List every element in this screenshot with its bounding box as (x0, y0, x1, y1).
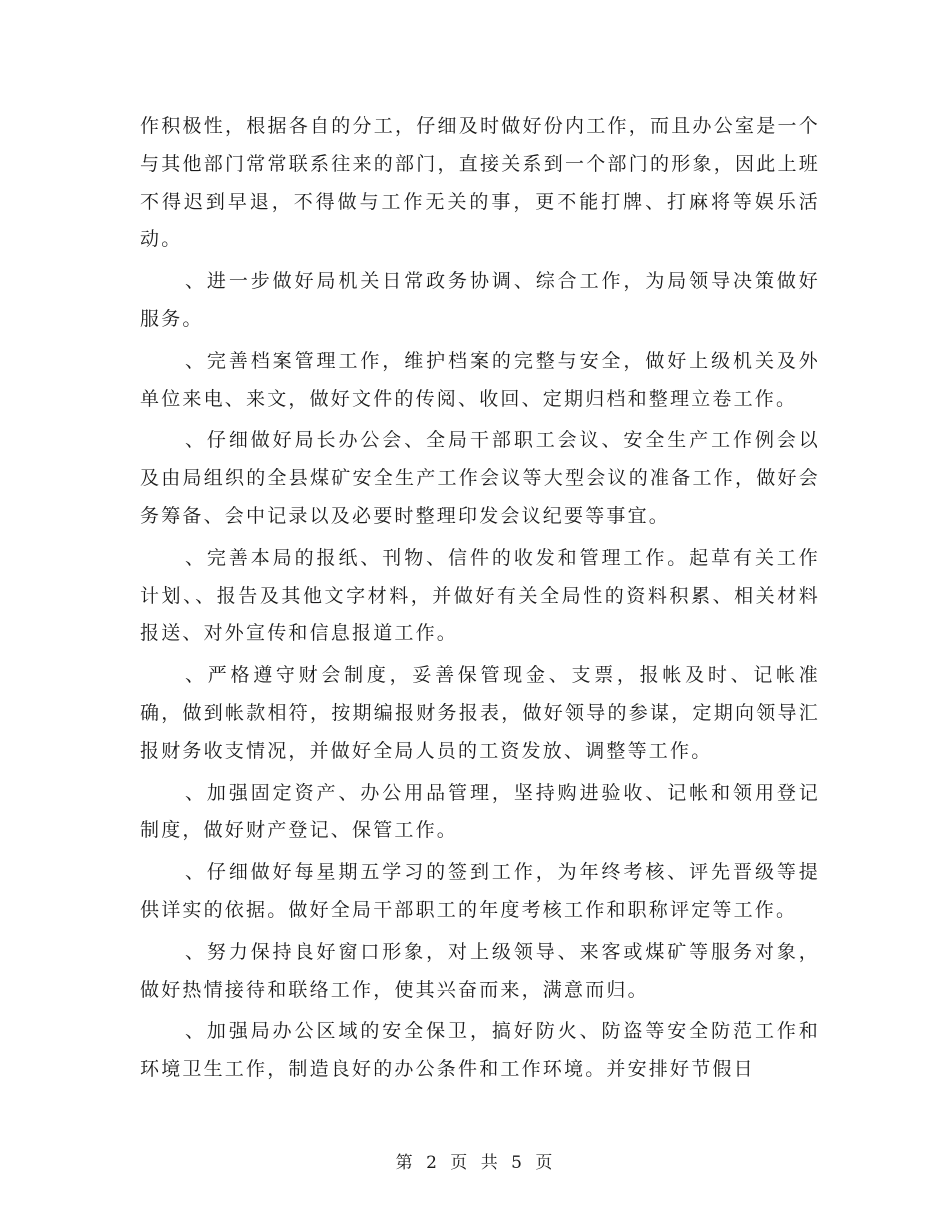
paragraph-item: 、完善本局的报纸、刊物、信件的收发和管理工作。起草有关工作计划、、报告及其他文字材料，并做好有关全局性的资料积累、相关材料报送、对外宣传和信息报道工作。 (140, 546, 820, 645)
page-number-footer: 第 2 页 共 5 页 (395, 1153, 555, 1173)
paragraph-item: 、仔细做好每星期五学习的签到工作，为年终考核、评先晋级等提供详实的依据。做好全局干部职工的年度考核工作和职称评定等工作。 (140, 861, 820, 921)
paragraph-item: 、加强固定资产、办公用品管理，坚持购进验收、记帐和领用登记制度，做好财产登记、保管工作。 (140, 781, 820, 842)
paragraph-item: 、完善档案管理工作，维护档案的完整与安全，做好上级机关及外单位来电、来文，做好文件的传阅、收回、定期归档和整理立卷工作。 (140, 349, 820, 410)
paragraph-item: 、严格遵守财会制度，妥善保管现金、支票，报帐及时、记帐准确，做到帐款相符，按期编报财务报表，做好领导的参谋，定期向领导汇报财务收支情况，并做好全局人员的工资发放、调整等工作。 (140, 664, 820, 762)
document-body (140, 108, 820, 1093)
paragraph-item: 、仔细做好局长办公会、全局干部职工会议、安全生产工作例会以及由局组织的全县煤矿安全生产工作会议等大型会议的准备工作，做好会务筹备、会中记录以及必要时整理印发会议纪要等事宜。 (140, 429, 820, 527)
paragraph-item: 、努力保持良好窗口形象，对上级领导、来客或煤矿等服务对象，做好热情接待和联络工作，使其兴奋而来，满意而归。 (140, 940, 820, 1001)
paragraph-continuation: 作积极性，根据各自的分工，仔细及时做好份内工作，而且办公室是一个与其他部门常常联系往来的部门，直接关系到一个部门的形象，因此上班不得迟到早退，不得做与工作无关的事，更不能打牌、打麻将等娱乐活动。 (140, 115, 820, 251)
paragraph-item: 、加强局办公区域的安全保卫，搞好防火、防盗等安全防范工作和环境卫生工作，制造良好的办公条件和工作环境。并安排好节假日 (140, 1020, 820, 1081)
paragraph-item: 、进一步做好局机关日常政务协调、综合工作，为局领导决策做好服务。 (140, 270, 820, 330)
